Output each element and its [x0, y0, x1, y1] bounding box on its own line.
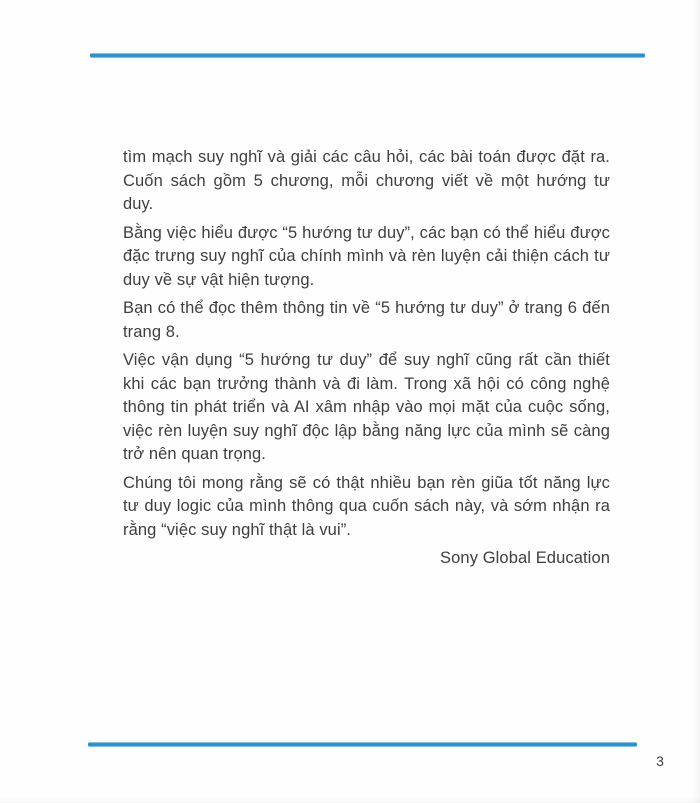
bottom-divider-rule [88, 742, 637, 747]
signature: Sony Global Education [440, 549, 610, 567]
paragraph: Chúng tôi mong rằng sẽ có thật nhiều bạn rèn giũa tốt năng lực tư duy logic của mình thông qua cuốn sách này, và sớm nhận ra rằng “việc suy nghĩ thật là vui”. [123, 473, 610, 539]
paragraph: Bạn có thể đọc thêm thông tin về “5 hướng tư duy” ở trang 6 đến trang 8. [123, 299, 610, 341]
body-text [123, 146, 610, 571]
page-number: 3 [656, 753, 664, 769]
paragraph: tìm mạch suy nghĩ và giải các câu hỏi, các bài toán được đặt ra. Cuốn sách gồm 5 chương, mỗi chương viết về một hướng tư duy. [123, 148, 610, 213]
paragraph: Bằng việc hiểu được “5 hướng tư duy”, các bạn có thể hiểu được đặc trưng suy nghĩ của chính mình và rèn luyện cải thiện cách tư duy về sự vật hiện tượng. [123, 223, 610, 289]
top-divider-rule [90, 53, 645, 58]
paragraph: Việc vận dụng “5 hướng tư duy” để suy nghĩ cũng rất cần thiết khi các bạn trưởng thành và đi làm. Trong xã hội có công nghệ thông tin phát triển và AI xâm nhập vào mọi mặt của cuộc sống, việc rèn luyện suy nghĩ độc lập bằng năng lực của mình sẽ càng trở nên quan trọng. [123, 351, 610, 463]
